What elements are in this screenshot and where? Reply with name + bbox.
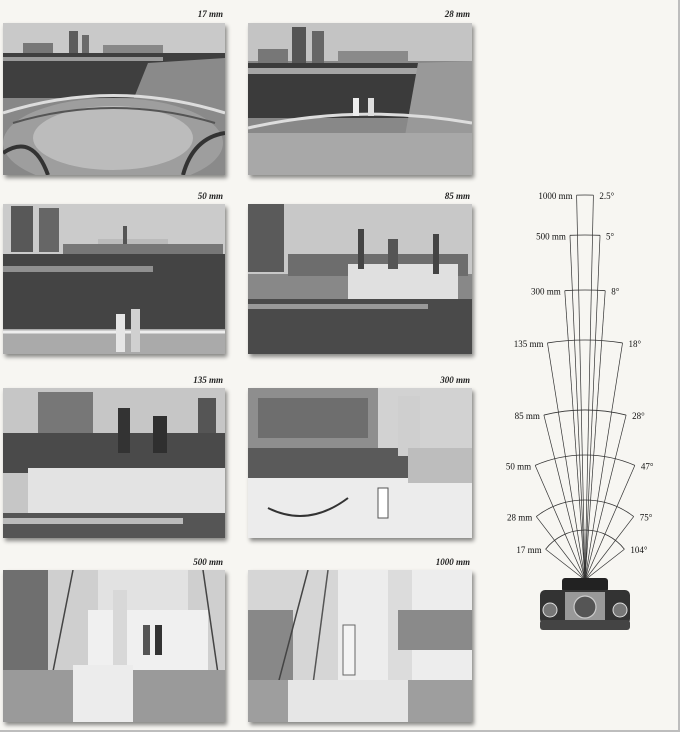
angle-label: 5°	[606, 231, 615, 242]
focal-length-label: 28 mm	[507, 512, 533, 523]
photo-17mm-harbor-view	[3, 23, 225, 175]
photo-caption: 17 mm	[197, 9, 223, 19]
focal-length-label: 300 mm	[531, 286, 561, 297]
focal-length-label: 135 mm	[513, 338, 544, 349]
fov-left-edge	[547, 343, 585, 580]
fov-left-edge	[536, 517, 585, 580]
fov-right-edge	[585, 465, 635, 580]
photo-caption: 500 mm	[193, 557, 223, 567]
focal-length-label: 17 mm	[516, 545, 542, 556]
photo-caption: 85 mm	[444, 191, 470, 201]
angle-of-view-svg	[490, 180, 680, 650]
photo-caption: 1000 mm	[435, 557, 470, 567]
focal-length-label: 85 mm	[514, 411, 540, 422]
photo-50mm-ship-and-couple	[3, 204, 225, 354]
photo-135mm-ship	[3, 388, 225, 538]
angle-label: 18°	[628, 338, 642, 349]
photo-caption: 28 mm	[444, 9, 470, 19]
fov-arc	[547, 340, 622, 343]
fov-arc	[565, 290, 605, 291]
photo-caption: 135 mm	[193, 375, 223, 385]
angle-label: 2.5°	[599, 191, 615, 202]
photo-caption: 300 mm	[440, 375, 470, 385]
fov-arc	[536, 500, 633, 517]
angle-label: 28°	[632, 411, 645, 422]
photo-28mm-harbor-view	[248, 23, 472, 175]
photo-1000mm-ship-bridge	[248, 570, 472, 722]
photo-85mm-ship	[248, 204, 472, 354]
camera-icon	[540, 578, 630, 630]
angle-of-view-diagram	[490, 180, 680, 650]
fov-left-edge	[535, 465, 585, 580]
focal-length-label: 500 mm	[536, 231, 566, 242]
focal-length-label: 1000 mm	[538, 191, 573, 202]
fov-right-edge	[585, 343, 623, 580]
photo-300mm-ship-deck	[248, 388, 472, 538]
angle-label: 47°	[640, 461, 654, 472]
photo-500mm-ship-bridge	[3, 570, 225, 722]
angle-label: 8°	[611, 286, 620, 297]
fov-arc	[535, 455, 635, 465]
photo-caption: 50 mm	[197, 191, 223, 201]
focal-length-label: 50 mm	[505, 461, 532, 472]
angle-label: 104°	[630, 545, 648, 556]
fov-arc	[546, 530, 625, 549]
fov-arc	[544, 410, 626, 415]
angle-label: 75°	[639, 512, 653, 523]
fov-right-edge	[585, 517, 634, 580]
